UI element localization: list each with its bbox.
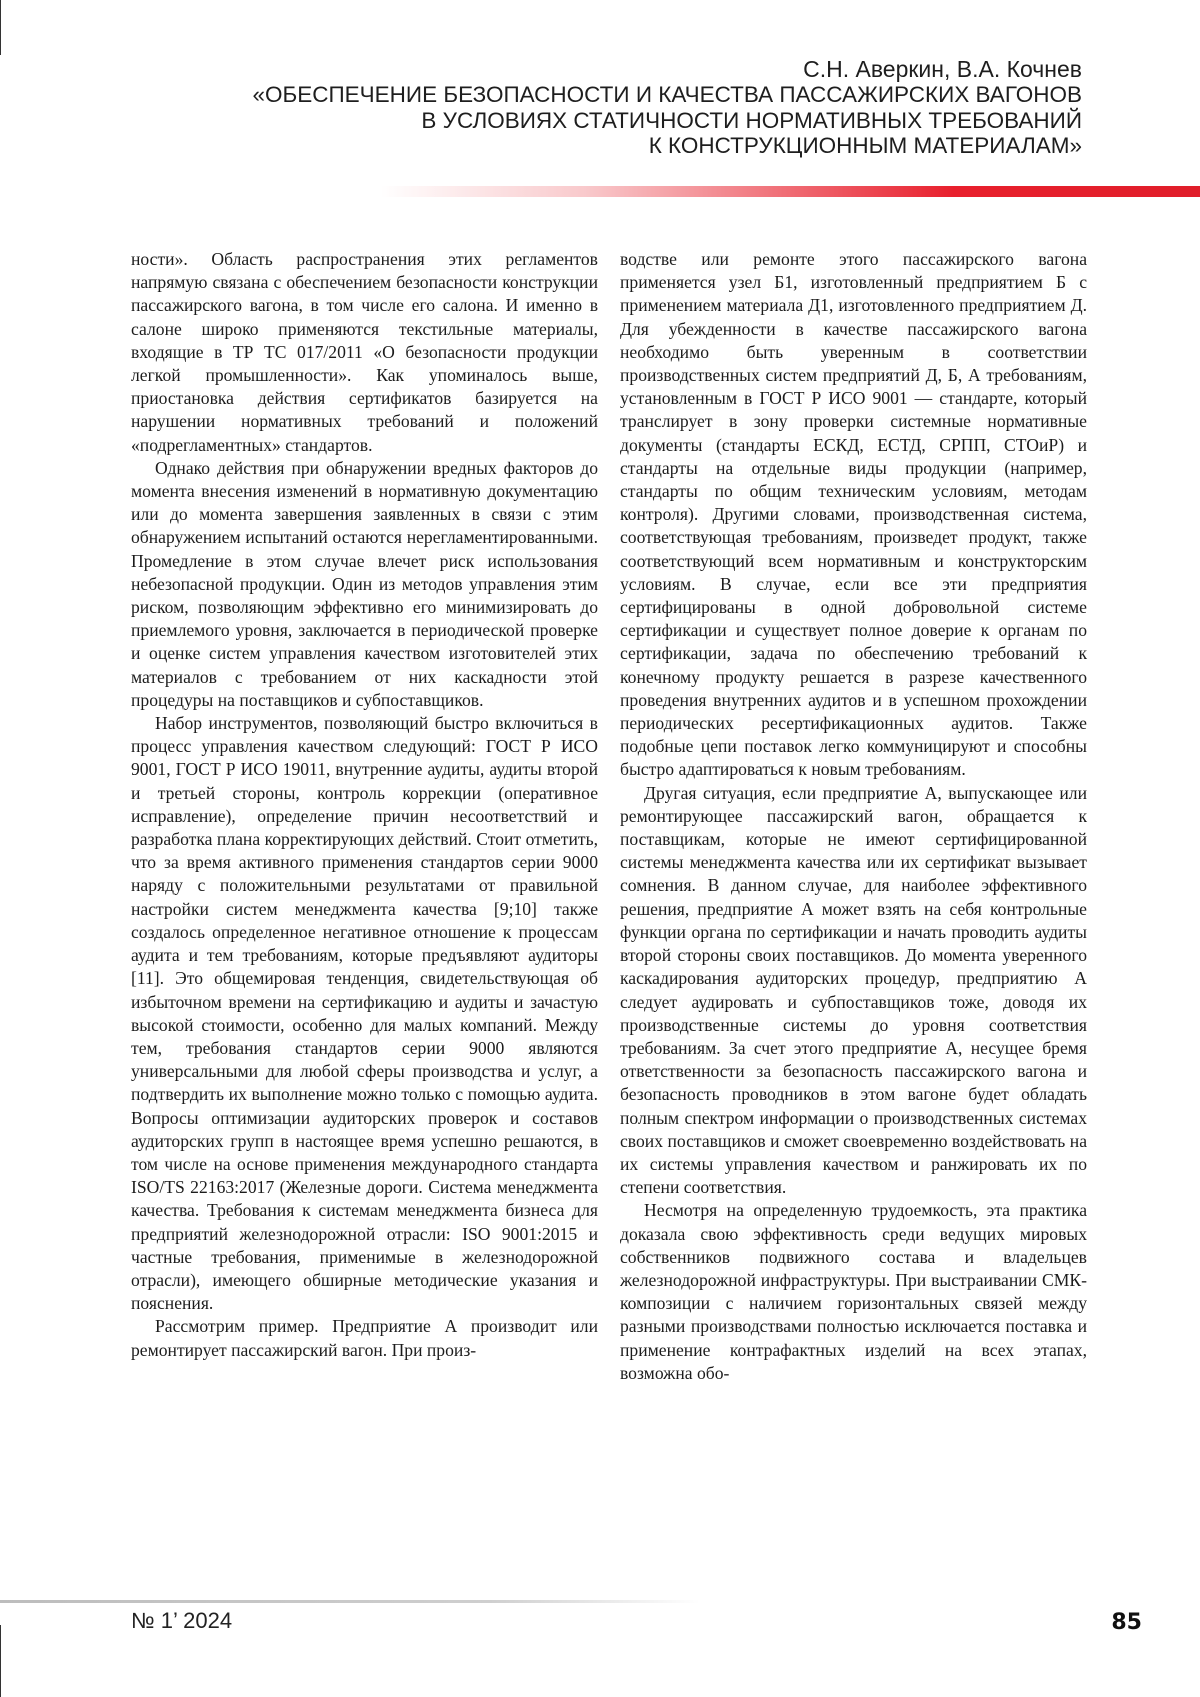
crop-mark-bottom <box>0 1625 1 1697</box>
text-column-left <box>131 248 598 1362</box>
page-number: 85 <box>1111 1610 1142 1635</box>
paragraph: Однако действия при обнаружении вредных факторов до момента внесения изменений в нормативную документацию или до момента завершения заявленных в связи с этим обнаружением испытаний остаются нерегламентированными. Промедление в этом случае влечет риск использования небезопасной продукции. Один из методов управления этим риском, позволяющим эффективно его минимизировать до приемлемого уровня, заключается в периодической проверке и оценке систем управления качеством изготовителей этих материалов с требованием от них каскадности этой процедуры на поставщиков и субпоставщиков. <box>131 457 598 710</box>
header-accent-bar <box>380 186 1200 197</box>
paragraph: Другая ситуация, если предприятие А, выпускающее или ремонтирующее пассажирский вагон, обращается к поставщикам, которые не имеют сертифицированной системы менеджмента качества или их сертификат вызывает сомнения. В данном случае, для наиболее эффективного решения, предприятие А может взять на себя контрольные функции органа по сертификации и начать проводить аудиты второй стороны своих поставщиков. До момента уверенного каскадирования аудиторских процедур, предприятию А следует аудировать и субпоставщиков тоже, доводя их производственные системы до уровня соответствия требованиям. За счет этого предприятие А, несущее бремя ответственности за безопасность пассажирского вагона и безопасность проводников в этом вагоне будет обладать полным спектром информации о производственных системах своих поставщиков и сможет своевременно воздействовать на их системы управления качеством и ранжировать их по степени соответствия. <box>620 782 1087 1198</box>
paragraph: ности». Область распространения этих регламентов напрямую связана с обеспечением безопасности конструкции пассажирского вагона, в том числе его салона. И именно в салоне широко применяются текстильные материалы, входящие в ТР ТС 017/2011 «О безопасности продукции легкой промышленности». Как упоминалось выше, приостановка действия сертификатов базируется на нарушении нормативных требований и положений «подрегламентных» стандартов. <box>131 249 598 455</box>
paragraph: Рассмотрим пример. Предприятие А производит или ремонтирует пассажирский вагон. При произ- <box>131 1316 598 1360</box>
paragraph: Набор инструментов, позволяющий быстро включиться в процесс управления качеством следующий: ГОСТ Р ИСО 9001, ГОСТ Р ИСО 19011, внутренние аудиты, аудиты второй и третьей стороны, контроль коррекции (оперативное исправление), определение причин несоответствий и разработка плана корректирующих действий. Стоит отметить, что за время активного применения стандартов серии 9000 наряду с положительными результатами от правильной настройки систем менеджмента качества [9;10] также создалось определенное негативное отношение к процессам аудита и тем требованиям, которые предъявляют аудиторы [11]. Это общемировая тенденция, свидетельствующая об избыточном времени на сертификацию и аудиты и зачастую высокой стоимости, особенно для малых компаний. Между тем, требования стандартов серии 9000 являются универсальными для любой сферы производства и услуг, а подтвердить их выполнение можно только с помощью аудита. Вопросы оптимизации аудиторских проверок и составов аудиторских групп в настоящее время успешно решаются, в том числе на основе применения международного стандарта ISO/TS 22163:2017 (Железные дороги. Система менеджмента качества. Требования к системам менеджмента бизнеса для предприятий железнодорожной отрасли: ISO 9001:2015 и частные требования, применимые в железнодорожной отрасли), имеющего обширные методические указания и пояснения. <box>131 713 598 1314</box>
article-title-line-2: В УСЛОВИЯХ СТАТИЧНОСТИ НОРМАТИВНЫХ ТРЕБОВАНИЙ <box>421 107 1082 133</box>
paragraph: Несмотря на определенную трудоемкость, эта практика доказала свою эффективность среди ведущих мировых собственников подвижного состава и владельцев железнодорожной инфраструктуры. При выстраивании СМК-композиции с наличием горизонтальных связей между разными производствами полностью исключается поставка и применение контрафактных изделий на всех этапах, возможна обо- <box>620 1200 1087 1383</box>
text-column-right <box>620 248 1087 1385</box>
running-head <box>142 56 1082 159</box>
article-title-line-1: «ОБЕСПЕЧЕНИЕ БЕЗОПАСНОСТИ И КАЧЕСТВА ПАССАЖИРСКИХ ВАГОНОВ <box>252 82 1082 107</box>
article-authors: С.Н. Аверкин, В.А. Кочнев <box>803 56 1082 82</box>
article-title-line-3: К КОНСТРУКЦИОННЫМ МАТЕРИАЛАМ» <box>648 133 1082 158</box>
footer-rule <box>0 1600 700 1603</box>
paragraph: водстве или ремонте этого пассажирского вагона применяется узел Б1, изготовленный предприятием Б с применением материала Д1, изготовленного предприятием Д. Для убежденности в качестве пассажирского вагона необходимо быть уверенным в соответствии производственных систем предприятий Д, Б, А требованиям, установленным в ГОСТ Р ИСО 9001 — стандарте, который транслирует в зону проверки системные нормативные документы (стандарты ЕСКД, ЕСТД, СРПП, СТОиР) и стандарты на отдельные виды продукции (например, стандарты по общим техническим условиям, методам контроля). Другими словами, производственная система, соответствующая требованиям, произведет продукт, также соответствующий всем нормативным и конструкторским условиям. В случае, если все эти предприятия сертифицированы в одной добровольной системе сертификации и существует полное доверие к органам по сертификации, задача по обеспечению требований к конечному продукту решается в разрезе качественного проведения внутренних аудитов и в успешном прохождении периодических ресертификационных аудитов. Также подобные цепи поставок легко коммуницируют и способны быстро адаптироваться к новым требованиям. <box>620 249 1087 780</box>
issue-number: № 1’ 2024 <box>131 1608 233 1633</box>
crop-mark-top <box>0 0 1 55</box>
